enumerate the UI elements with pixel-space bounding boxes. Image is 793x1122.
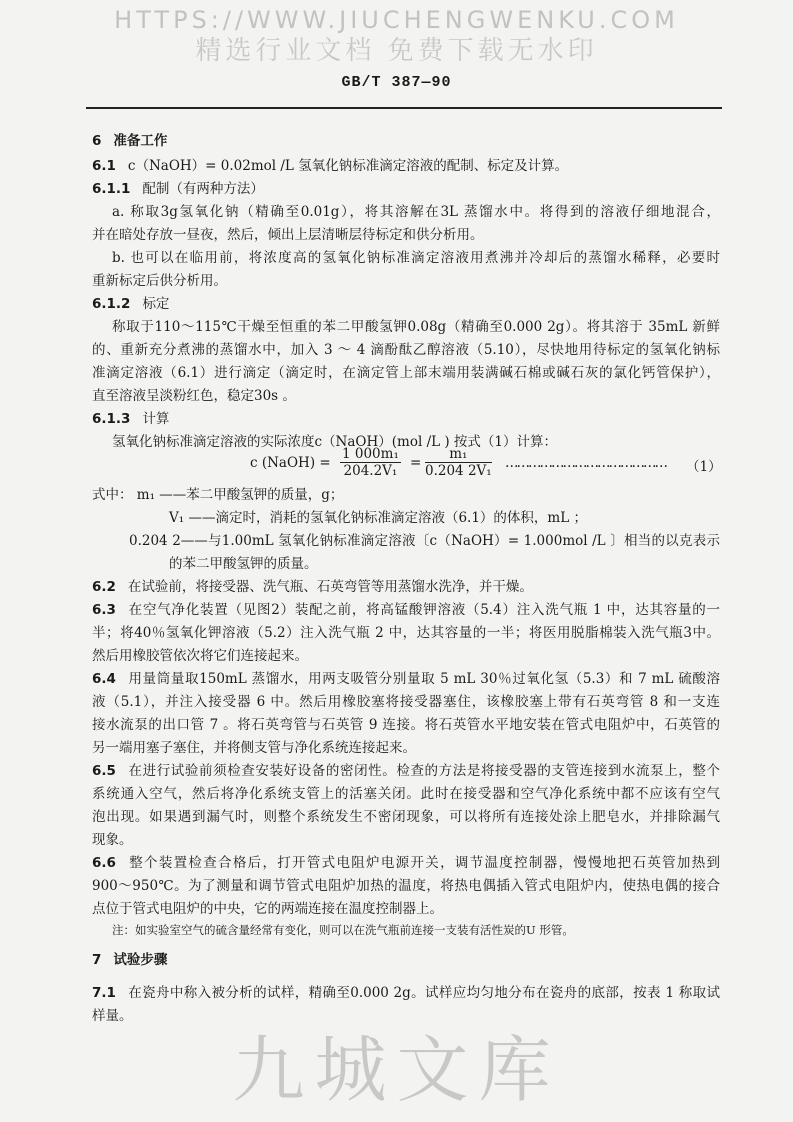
line-text: 称取于110～115℃干燥至恒重的苯二甲酸氢钾0.08g（精确至0.000 2g）。将其溶于 35mL 新鲜 — [112, 319, 720, 335]
line-text: 用量筒量取150mL 蒸馏水，用两支吸管分别量取 5 mL 30％过氧化氢（5.3）和 7 mL 硫酸溶 — [127, 671, 720, 687]
section-number: 6 — [92, 133, 102, 149]
line-text: 的、重新充分煮沸的蒸馏水中，加入 3 ～ 4 滴酚酞乙醇溶液（5.10），尽快地用待标定的氢氧化钠标 — [92, 342, 720, 358]
header-rule — [86, 107, 722, 109]
formula-leader-dots: …………………………………… — [505, 455, 666, 471]
formula-lhs: c (NaOH) = — [250, 455, 331, 471]
line-text: 整个装置检查合格后，打开管式电阻炉电源开关，调节温度控制器，慢慢地把石英管加热到 — [127, 855, 720, 871]
formula-number: （1） — [686, 459, 722, 475]
text-line — [92, 226, 720, 244]
text-line — [92, 877, 720, 895]
line-text: 现象。 — [92, 832, 133, 848]
text-line — [112, 921, 720, 939]
line-text: 液（5.1），并注入接受器 6 中。然后用橡胶塞将接受器塞住，该橡胶塞上带有石英弯管 8 和一支连 — [92, 694, 720, 710]
document-header-code: GB/T 387—90 — [341, 74, 452, 91]
text-line — [92, 387, 720, 405]
text-line — [92, 364, 720, 382]
watermark-url: HTTPS://WWW.JIUCHENGWENKU.COM — [114, 6, 679, 34]
line-text: 在试验前，将接受器、洗气瓶、石英弯管等用蒸馏水洗净，并干燥。 — [127, 579, 533, 595]
line-text: 然后用橡胶管依次将它们连接起来。 — [92, 648, 308, 664]
section-6-1-2 — [92, 295, 720, 313]
line-text: 样量。 — [92, 1008, 133, 1024]
section-number: 7.1 — [92, 985, 116, 1001]
line-text: 900～950℃。为了测量和调节管式电阻炉加热的温度，将热电偶插入管式电阻炉内，使热电偶的接合 — [92, 878, 720, 894]
line-text: c（NaOH）= 0.02mol /L 氢氧化钠标准滴定溶液的配制、标定及计算。 — [127, 158, 569, 174]
section-6-5 — [92, 762, 720, 780]
section-6-4 — [92, 670, 720, 688]
line-text: 在进行试验前须检查安装好设备的密闭性。检查的方法是将接受器的支管连接到水流泵上，整个 — [127, 763, 720, 779]
text-line — [129, 532, 720, 550]
text-line — [92, 739, 720, 757]
line-text: 氢氧化钠标准滴定溶液的实际浓度c（NaOH）(mol /L ) 按式（1）计算： — [112, 434, 558, 450]
line-text: 直至溶液呈淡粉红色，稳定30s 。 — [92, 388, 296, 404]
section-6-1-1 — [92, 180, 720, 198]
section-number: 6.1.2 — [92, 296, 131, 312]
text-line — [92, 900, 720, 918]
fraction-2-denominator: 0.204 2V₁ — [425, 463, 492, 479]
line-text: 在瓷舟中称入被分析的试样，精确至0.000 2g。试样应均匀地分布在瓷舟的底部，按表 1 称取试 — [127, 985, 720, 1001]
section-number: 6.5 — [92, 763, 116, 779]
section-7 — [92, 951, 720, 969]
line-text: 的苯二甲酸氢钾的质量。 — [169, 556, 318, 572]
line-text: 配制（有两种方法） — [142, 181, 264, 197]
section-number: 6.1.3 — [92, 411, 131, 427]
text-line — [92, 486, 720, 504]
line-text: 系统通入空气，然后将净化系统支管上的活塞关闭。此时在接受器和空气净化系统中都不应该有空气 — [92, 786, 720, 802]
formula-equals: = — [410, 455, 422, 471]
section-6-3 — [92, 601, 720, 619]
section-number: 6.4 — [92, 671, 116, 687]
fraction-1 — [340, 446, 401, 479]
section-number: 7 — [92, 952, 102, 968]
watermark-slogan: 精选行业文档 免费下载无水印 — [195, 36, 598, 66]
line-text: 在空气净化装置（见图2）装配之前，将高锰酸钾溶液（5.4）注入洗气瓶 1 中，达其容量的一 — [127, 602, 720, 618]
section-7-1 — [92, 984, 720, 1002]
line-text: 泡出现。如果遇到漏气时，则整个系统发生不密闭现象，可以将所有连接处涂上肥皂水，并排除漏气 — [92, 809, 720, 825]
line-text: 并在暗处存放一昼夜，然后，倾出上层清晰层待标定和供分析用。 — [92, 227, 484, 243]
fraction-2 — [425, 446, 492, 479]
line-text: 半；将40％氢氧化钾溶液（5.2）注入洗气瓶 2 中，达其容量的一半；将医用脱脂棉装入洗气瓶3中。 — [92, 625, 720, 641]
line-text: 准备工作 — [113, 133, 168, 149]
text-line — [92, 831, 720, 849]
line-text: b. 也可以在临用前，将浓度高的氢氧化钠标准滴定溶液用煮沸并冷却后的蒸馏水稀释，必要时 — [112, 250, 720, 266]
text-line — [112, 249, 720, 267]
line-text: 点位于管式电阻炉的中央，它的两端连接在温度控制器上。 — [92, 901, 443, 917]
text-line — [92, 716, 720, 734]
text-line — [112, 203, 720, 221]
line-text: 准滴定溶液（6.1）进行滴定（滴定时，在滴定管上部末端用装满碱石棉或碱石灰的氯化钙管保护）， — [92, 365, 720, 381]
fraction-1-denominator: 204.2V₁ — [343, 463, 398, 479]
text-line — [92, 624, 720, 642]
text-line — [92, 647, 720, 665]
fraction-2-numerator: m₁ — [425, 446, 492, 463]
line-text: 试验步骤 — [113, 952, 168, 968]
section-6-6 — [92, 854, 720, 872]
section-6-1 — [92, 157, 720, 175]
section-6-1-3 — [92, 410, 720, 428]
line-text: 另一端用塞子塞住，并将侧支管与净化系统连接起来。 — [92, 740, 416, 756]
text-line — [92, 785, 720, 803]
line-text: 重新标定后供分析用。 — [92, 273, 227, 289]
line-text: 0.204 2——与1.00mL 氢氧化钠标准滴定溶液〔c（NaOH）= 1.000mol /L 〕相当的以克表示 — [129, 533, 720, 549]
text-line — [92, 808, 720, 826]
line-text: 标定 — [142, 296, 170, 312]
text-line — [92, 693, 720, 711]
text-line — [92, 341, 720, 359]
section-number: 6.1.1 — [92, 181, 131, 197]
section-number: 6.3 — [92, 602, 116, 618]
text-line — [169, 555, 720, 573]
formula-1 — [250, 446, 720, 482]
section-6 — [92, 132, 720, 150]
section-number: 6.2 — [92, 579, 116, 595]
text-line — [92, 272, 720, 290]
text-line — [112, 318, 720, 336]
text-line — [169, 509, 720, 527]
line-text: 注：如实验室空气的硫含量经常有变化，则可以在洗气瓶前连接一支装有活性炭的U 形管。 — [112, 923, 574, 937]
section-number: 6.6 — [92, 855, 116, 871]
line-text: 接水流泵的出口管 7 。将石英弯管与石英管 9 连接。将石英管水平地安装在管式电阻炉中，石英管的 — [92, 717, 720, 733]
watermark-logo: 九城文库 — [232, 1028, 561, 1112]
fraction-1-numerator: 1 000m₁ — [342, 446, 399, 462]
line-text: 计算 — [142, 411, 170, 427]
text-line — [92, 1007, 720, 1025]
section-6-2 — [92, 578, 720, 596]
line-text: 式中： m₁ ——苯二甲酸氢钾的质量，g； — [92, 487, 344, 503]
line-text: a. 称取3g氢氧化钠（精确至0.01g），将其溶解在3L 蒸馏水中。将得到的溶液仔细地混合， — [112, 204, 720, 220]
line-text: V₁ ——滴定时，消耗的氢氧化钠标准滴定溶液（6.1）的体积，mL ； — [169, 510, 587, 526]
section-number: 6.1 — [92, 158, 116, 174]
